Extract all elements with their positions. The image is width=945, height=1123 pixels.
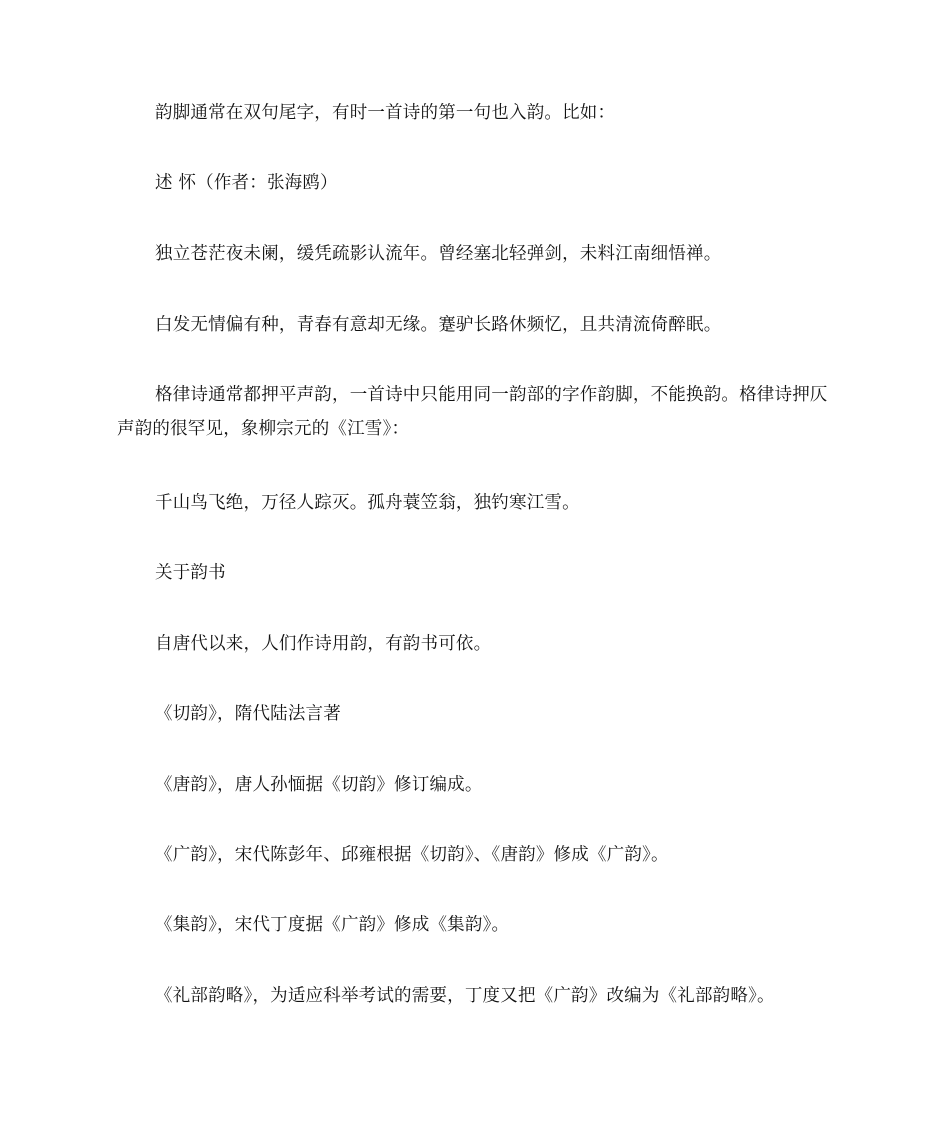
list-item-guangyun: 《广韵》，宋代陈彭年、邱雍根据《切韵》、《唐韵》修成《广韵》。 xyxy=(155,845,669,865)
poem-title: 述 怀（作者：张海鸥） xyxy=(155,173,338,193)
list-item-jiyun: 《集韵》，宋代丁度据《广韵》修成《集韵》。 xyxy=(155,915,510,935)
list-item-libu-yunlue: 《礼部韵略》，为适应科举考试的需要，丁度又把《广韵》改编为《礼部韵略》。 xyxy=(155,986,775,1006)
section-heading-rhyme-books: 关于韵书 xyxy=(155,563,226,583)
paragraph-rhyme-intro: 韵脚通常在双句尾字，有时一首诗的第一句也入韵。比如： xyxy=(155,103,616,123)
paragraph-tone-rhyme: 格律诗通常都押平声韵，一首诗中只能用同一韵部的字作韵脚，不能换韵。格律诗押仄声韵的很罕见，象柳宗元的《江雪》： xyxy=(117,385,828,439)
list-item-tangyun: 《唐韵》，唐人孙愐据《切韵》修订编成。 xyxy=(155,775,483,795)
poem-line-2: 白发无情偏有种，青春有意却无缘。蹇驴长路休频忆，且共清流倚醉眠。 xyxy=(155,315,722,335)
paragraph-rhyme-books-intro: 自唐代以来，人们作诗用韵，有韵书可依。 xyxy=(155,634,492,654)
poem-jiangxue: 千山鸟飞绝，万径人踪灭。孤舟蓑笠翁，独钓寒江雪。 xyxy=(155,493,580,513)
list-item-qieyun: 《切韵》，隋代陆法言著 xyxy=(155,704,341,724)
poem-line-1: 独立苍茫夜未阑，缓凭疏影认流年。曾经塞北轻弹剑，未料江南细悟禅。 xyxy=(155,244,722,264)
